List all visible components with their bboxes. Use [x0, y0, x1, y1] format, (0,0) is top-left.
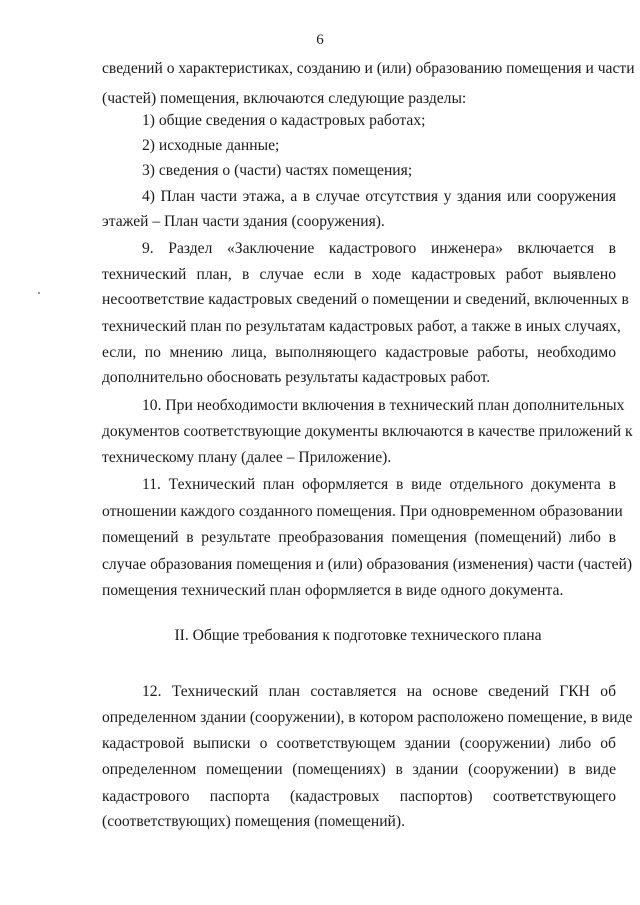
- paragraph-9-line: если, по мнению лица, выполняющего кадастровые работы, необходимо: [102, 344, 616, 361]
- paragraph-9-line: технический план, в случае если в ходе кадастровых работ выявлено: [102, 266, 616, 283]
- list-item: 1) общие сведения о кадастровых работах;: [142, 112, 426, 129]
- text-line: (частей) помещения, включаются следующие разделы:: [102, 90, 467, 107]
- paragraph-9-line: несоответствие кадастровых сведений о помещении и сведений, включенных в: [102, 291, 629, 308]
- paragraph-12-line: (соответствующих) помещения (помещений).: [102, 813, 405, 830]
- paragraph-12-line: 12. Технический план составляется на основе сведений ГКН об: [142, 683, 616, 700]
- paragraph-10-line: техническому плану (далее – Приложение).: [102, 449, 392, 466]
- paragraph-11-line: случае образования помещения и (или) образования (изменения) части (частей): [102, 556, 633, 573]
- paragraph-12-line: определенном здании (сооружении), в котором расположено помещение, в виде: [102, 709, 633, 726]
- list-item: 2) исходные данные;: [142, 137, 280, 154]
- paragraph-11-line: помещений в результате преобразования помещения (помещений) либо в: [102, 529, 616, 546]
- paragraph-11-line: помещения технический план оформляется в виде одного документа.: [102, 582, 564, 599]
- list-item: 3) сведения о (части) частях помещения;: [142, 162, 413, 179]
- paragraph-10-line: документов соответствующие документы включаются в качестве приложений к: [102, 423, 633, 440]
- paragraph-11-line: отношении каждого созданного помещения. При одновременном образовании: [102, 503, 623, 520]
- paragraph-12-line: кадастрового паспорта (кадастровых паспортов) соответствующего: [102, 788, 616, 805]
- paragraph-11-line: 11. Технический план оформляется в виде отдельного документа в: [142, 476, 616, 493]
- scan-speck: [38, 292, 40, 294]
- paragraph-12-line: определенном помещении (помещениях) в здании (сооружении) в виде: [102, 761, 616, 778]
- section-heading: II. Общие требования к подготовке технического плана: [174, 627, 542, 644]
- paragraph-9-line: технический план по результатам кадастровых работ, а также в иных случаях,: [102, 318, 621, 335]
- paragraph-9-line: 9. Раздел «Заключение кадастрового инженера» включается в: [142, 240, 616, 257]
- paragraph-10-line: 10. При необходимости включения в технический план дополнительных: [142, 397, 625, 414]
- text-line: сведений о характеристиках, созданию и (или) образованию помещения и части: [102, 60, 635, 77]
- paragraph-9-line: дополнительно обосновать результаты кадастровых работ.: [102, 369, 491, 386]
- page-number: 6: [316, 32, 324, 48]
- list-item: 4) План части этажа, а в случае отсутствия у здания или сооружения: [142, 188, 616, 205]
- text-line: этажей – План части здания (сооружения).: [102, 213, 385, 230]
- paragraph-12-line: кадастровой выписки о соответствующем здании (сооружении) либо об: [102, 735, 616, 752]
